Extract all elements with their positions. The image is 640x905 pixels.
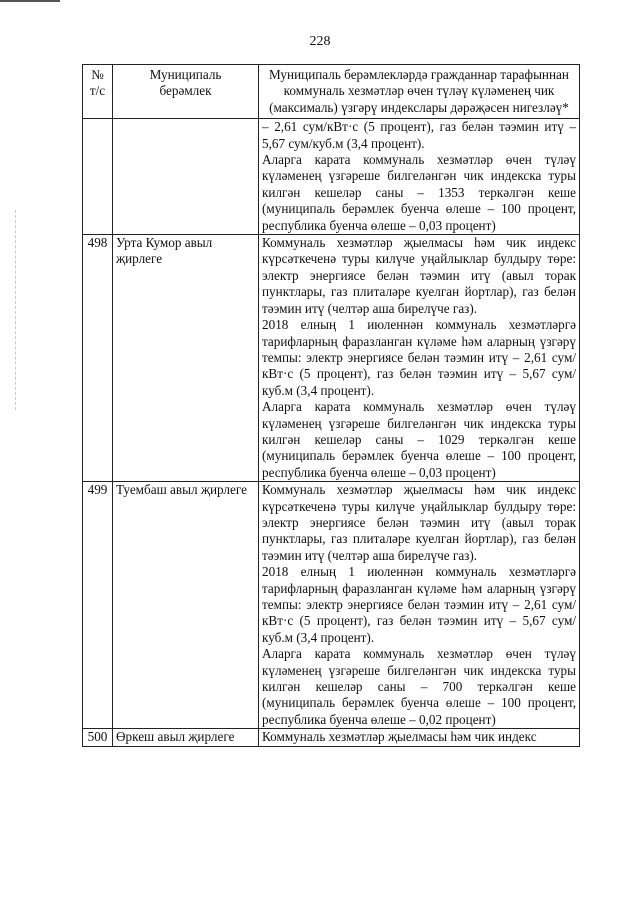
row-municipality: Өркеш авыл җирлеге bbox=[113, 729, 259, 746]
row-number bbox=[83, 119, 113, 235]
tariff-index-table bbox=[82, 64, 580, 747]
row-municipality: Урта Кумор авыл җирлеге bbox=[113, 235, 259, 482]
header-description: Муниципаль берәмлекләрдә гражданнар тарафыннан коммуналь хезмәтләр өчен түләү күләменең чик (максималь) үзгәрү индекслары дәрәҗәсен нигезләү* bbox=[259, 65, 580, 119]
header-num: № т/с bbox=[83, 65, 113, 119]
header-municipality: Муниципаль берәмлек bbox=[113, 65, 259, 119]
row-description bbox=[259, 729, 580, 746]
row-description bbox=[259, 235, 580, 482]
table-row bbox=[83, 729, 580, 746]
description-paragraph: 2018 елның 1 июленнән коммуналь хезмәтләргә тарифларның фаразланган күләме һәм аларның үзгәрү темпы: электр энергиясе белән тәэмин итү – 2,61 сум/кВт·с (5 процент), газ белән тәэмин итү – 5,67 сум/куб.м (3,4 процент). bbox=[262, 564, 576, 645]
binding-margin-line bbox=[15, 210, 16, 410]
table-row bbox=[83, 119, 580, 235]
table-row bbox=[83, 235, 580, 482]
row-number: 498 bbox=[83, 235, 113, 482]
description-paragraph: Коммуналь хезмәтләр җыелмасы һәм чик индекс bbox=[262, 729, 537, 745]
table-row bbox=[83, 482, 580, 729]
description-paragraph: Коммуналь хезмәтләр җыелмасы һәм чик индекс күрсәткеченә туры килүче уңайлыклар булдыру төре: электр энергиясе белән тәэмин итү (авыл торак пунктлары, газ плиталәре куелган йортлар), газ белән тәэмин итү (челтәр аша бирелүче газ). bbox=[262, 235, 576, 316]
description-paragraph: Аларга карата коммуналь хезмәтләр өчен түләү күләменең үзгәреше билгеләнгән чик индекска туры килгән кешеләр саны – 700 теркәлгән кеше (муниципаль берәмлек буенча өлеше – 100 процент, республика буенча өлеше – 0,02 процент) bbox=[262, 646, 576, 727]
page-number: 228 bbox=[309, 34, 331, 49]
table-body bbox=[83, 119, 580, 746]
description-paragraph: 2018 елның 1 июленнән коммуналь хезмәтләргә тарифларның фаразланган күләме һәм аларның үзгәрү темпы: электр энергиясе белән тәэмин итү – 2,61 сум/кВт·с (5 процент), газ белән тәэмин итү – 5,67 сум/куб.м (3,4 процент). bbox=[262, 317, 576, 398]
row-description bbox=[259, 119, 580, 235]
description-paragraph: – 2,61 сум/кВт·с (5 процент), газ белән тәэмин итү – 5,67 сум/куб.м (3,4 процент). bbox=[262, 119, 576, 151]
row-municipality bbox=[113, 119, 259, 235]
row-number: 500 bbox=[83, 729, 113, 746]
description-paragraph: Аларга карата коммуналь хезмәтләр өчен түләү күләменең үзгәреше билгеләнгән чик индекска туры килгән кешеләр саны – 1353 теркәлгән кеше (муниципаль берәмлек буенча өлеше – 100 процент, республика буенча өлеше – 0,03 процент) bbox=[262, 152, 576, 233]
row-number: 499 bbox=[83, 482, 113, 729]
scan-edge-mark bbox=[0, 0, 60, 2]
row-description bbox=[259, 482, 580, 729]
table-header-row bbox=[83, 65, 580, 119]
description-paragraph: Коммуналь хезмәтләр җыелмасы һәм чик индекс күрсәткеченә туры килүче уңайлыклар булдыру төре: электр энергиясе белән тәэмин итү (авыл торак пунктлары, газ плиталәре куелган йортлар), газ белән тәэмин итү (челтәр аша бирелүче газ). bbox=[262, 482, 576, 563]
description-paragraph: Аларга карата коммуналь хезмәтләр өчен түләү күләменең үзгәреше билгеләнгән чик индекска туры килгән кешеләр саны – 1029 теркәлгән кеше (муниципаль берәмлек буенча өлеше – 100 процент, республика буенча өлеше – 0,03 процент) bbox=[262, 399, 576, 480]
row-municipality: Туембаш авыл җирлеге bbox=[113, 482, 259, 729]
